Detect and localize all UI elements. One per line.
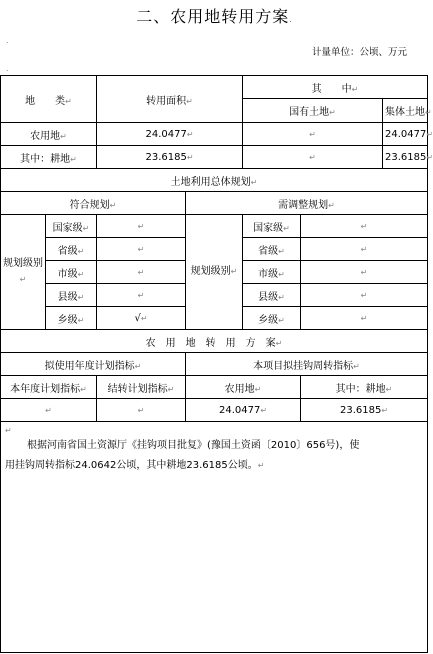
adjust-mark: ↵ [301, 307, 428, 330]
level-county-right: 县级↵ [243, 284, 301, 307]
level-city-right: 市级↵ [243, 261, 301, 284]
table-row [1, 146, 428, 169]
level-province-right: 省级↵ [243, 238, 301, 261]
row-collective: 24.0477↵ [383, 123, 428, 146]
level-city-left: 市级↵ [46, 261, 97, 284]
conform-mark: ↵ [97, 284, 186, 307]
plan-level-label-left: 规划级别↵ [1, 215, 46, 330]
level-province-left: 省级↵ [46, 238, 97, 261]
note-line-1: 根据河南省国土资源厅《挂钩项目批复》(豫国土资函〔2010〕656号)，使 [27, 440, 360, 451]
row-collective: 23.6185↵ [383, 146, 428, 169]
adjust-mark: ↵ [301, 238, 428, 261]
adjust-plan-header: 需调整规划↵ [186, 192, 428, 215]
carry-over-header: 结转计划指标↵ [97, 376, 186, 399]
note-line-2: 用挂钩周转指标24.0642公顷，其中耕地23.6185公顷。↵ [5, 460, 265, 471]
conform-plan-header: 符合规划↵ [1, 192, 186, 215]
row-state: ↵ [243, 123, 383, 146]
adjust-mark: ↵ [301, 215, 428, 238]
plan-level-label-right: 规划级别↵ [186, 215, 243, 330]
header-land-type: 地 类↵ [1, 76, 97, 123]
row-area: 23.6185↵ [97, 146, 243, 169]
page-title-text: 二、农用地转用方案 [136, 7, 290, 26]
paragraph-mark: . [6, 64, 9, 73]
conversion-table [0, 75, 433, 653]
this-year-header: 本年度计划指标↵ [1, 376, 97, 399]
level-national-left: 国家级↵ [46, 215, 97, 238]
header-transfer-area: 转用面积↵ [97, 76, 243, 123]
level-township-right: 乡级↵ [243, 307, 301, 330]
page-title [0, 4, 429, 27]
paragraph-mark: . [289, 15, 293, 24]
farmland-value: 24.0477↵ [186, 399, 301, 422]
table-row [1, 123, 428, 146]
conform-mark-checked: √↵ [97, 307, 186, 330]
farmland-header: 农用地↵ [186, 376, 301, 399]
unit-label: 计量单位：公顷、万元 [311, 47, 407, 58]
header-state-land: 国有土地↵ [243, 99, 383, 123]
arable-value: 23.6185↵ [301, 399, 428, 422]
header-collective-land: 集体土地↵ [383, 99, 428, 123]
arable-header: 其中：耕地↵ [301, 376, 428, 399]
level-national-right: 国家级↵ [243, 215, 301, 238]
row-label: 其中：耕地↵ [1, 146, 97, 169]
adjust-mark: ↵ [301, 284, 428, 307]
paragraph-mark: . [6, 36, 9, 45]
row-area: 24.0477↵ [97, 123, 243, 146]
header-of-which: 其 中↵ [243, 76, 428, 99]
conform-mark: ↵ [97, 261, 186, 284]
adjust-mark: ↵ [301, 261, 428, 284]
approval-note: ↵ 根据河南省国土资源厅《挂钩项目批复》(豫国土资函〔2010〕656号)，使 用挂钩周转指标24.0642公顷，其中耕地23.6185公顷。↵ [1, 422, 428, 653]
carry-over-value: ↵ [97, 399, 186, 422]
general-plan-title: 土地利用总体规划↵ [1, 169, 428, 192]
turnover-indicator-header: 本项目拟挂钩周转指标↵ [186, 353, 428, 376]
conform-mark: ↵ [97, 238, 186, 261]
this-year-value: ↵ [1, 399, 97, 422]
row-state: ↵ [243, 146, 383, 169]
annual-indicator-header: 拟使用年度计划指标↵ [1, 353, 186, 376]
row-label: 农用地↵ [1, 123, 97, 146]
level-county-left: 县级↵ [46, 284, 97, 307]
conversion-plan-title: 农 用 地 转 用 方 案↵ [1, 330, 428, 353]
level-township-left: 乡级↵ [46, 307, 97, 330]
conform-mark: ↵ [97, 215, 186, 238]
